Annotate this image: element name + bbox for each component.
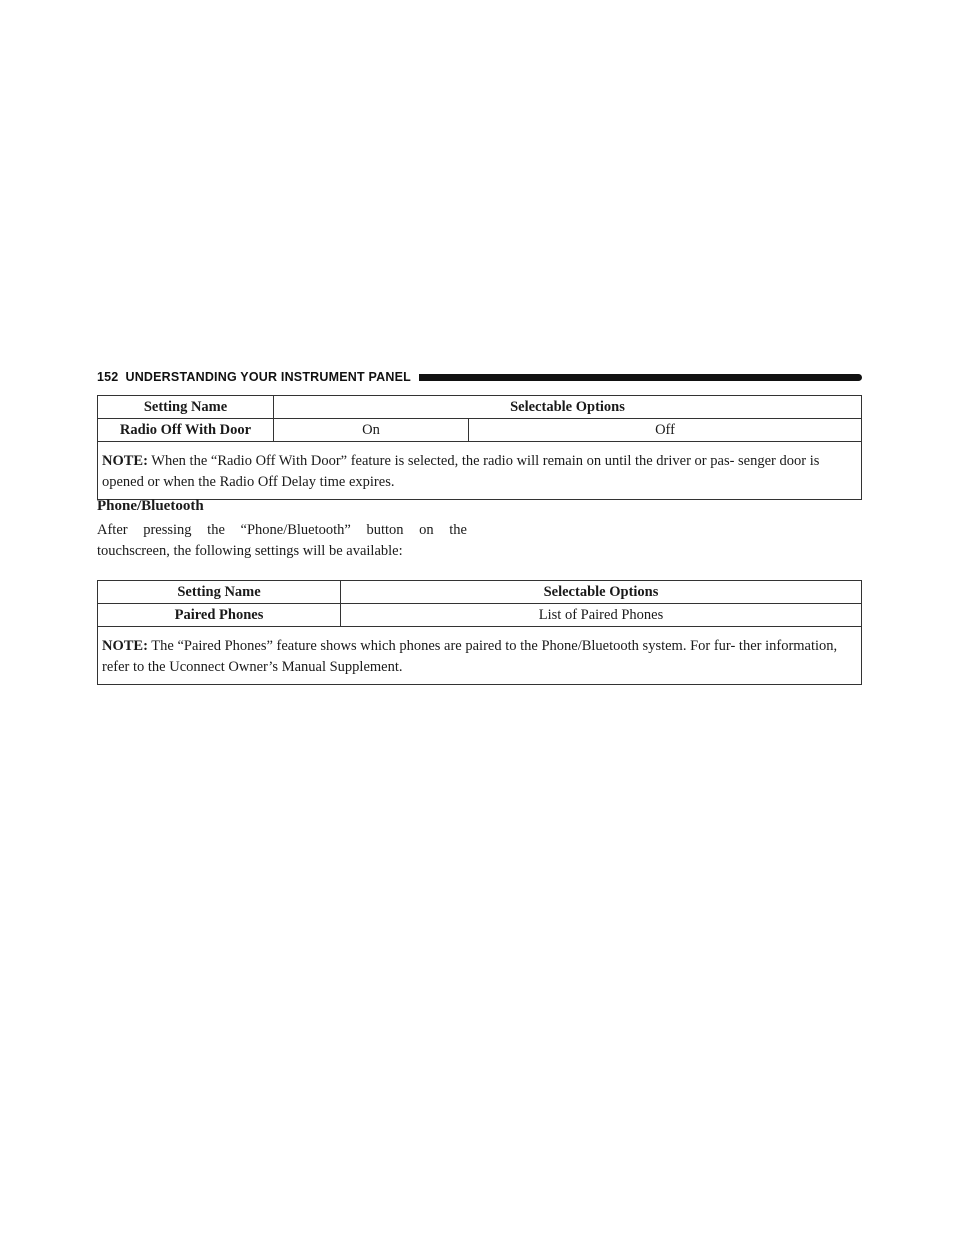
radio-settings-table: [97, 395, 862, 500]
note-row: [98, 627, 862, 685]
setting-name-cell: Paired Phones: [98, 604, 341, 627]
setting-name-cell: Radio Off With Door: [98, 419, 274, 442]
note-text: When the “Radio Off With Door” feature is selected, the radio will remain on until the driver or pas- senger door is opened or when the Radio Off Delay time expires.: [102, 453, 820, 490]
note-label: NOTE:: [102, 453, 148, 469]
header-rule: [419, 374, 862, 381]
column-header-setting-name: Setting Name: [98, 581, 341, 604]
section-heading: Phone/Bluetooth: [97, 498, 204, 514]
option-cell: List of Paired Phones: [341, 604, 862, 627]
body-paragraph: After pressing the “Phone/Bluetooth” button on the touchscreen, the following settings will be available:: [97, 522, 467, 559]
note-row: [98, 442, 862, 500]
column-header-selectable-options: Selectable Options: [341, 581, 862, 604]
phone-settings-table: [97, 580, 862, 685]
table-row: [98, 419, 862, 442]
page-header: [97, 367, 862, 387]
note-text: The “Paired Phones” feature shows which phones are paired to the Phone/Bluetooth system. For fur- ther information, refer to the Uconnect Owner’s Manual Supplement.: [102, 638, 838, 675]
option-cell: On: [274, 419, 469, 442]
table-row: [98, 604, 862, 627]
table-header-row: [98, 581, 862, 604]
note-label: NOTE:: [102, 638, 148, 654]
section-title: UNDERSTANDING YOUR INSTRUMENT PANEL: [125, 370, 411, 384]
note-cell: [98, 627, 862, 685]
option-cell: Off: [469, 419, 862, 442]
note-cell: [98, 442, 862, 500]
column-header-selectable-options: Selectable Options: [274, 396, 862, 419]
page-number: 152: [97, 370, 119, 384]
table-header-row: [98, 396, 862, 419]
column-header-setting-name: Setting Name: [98, 396, 274, 419]
